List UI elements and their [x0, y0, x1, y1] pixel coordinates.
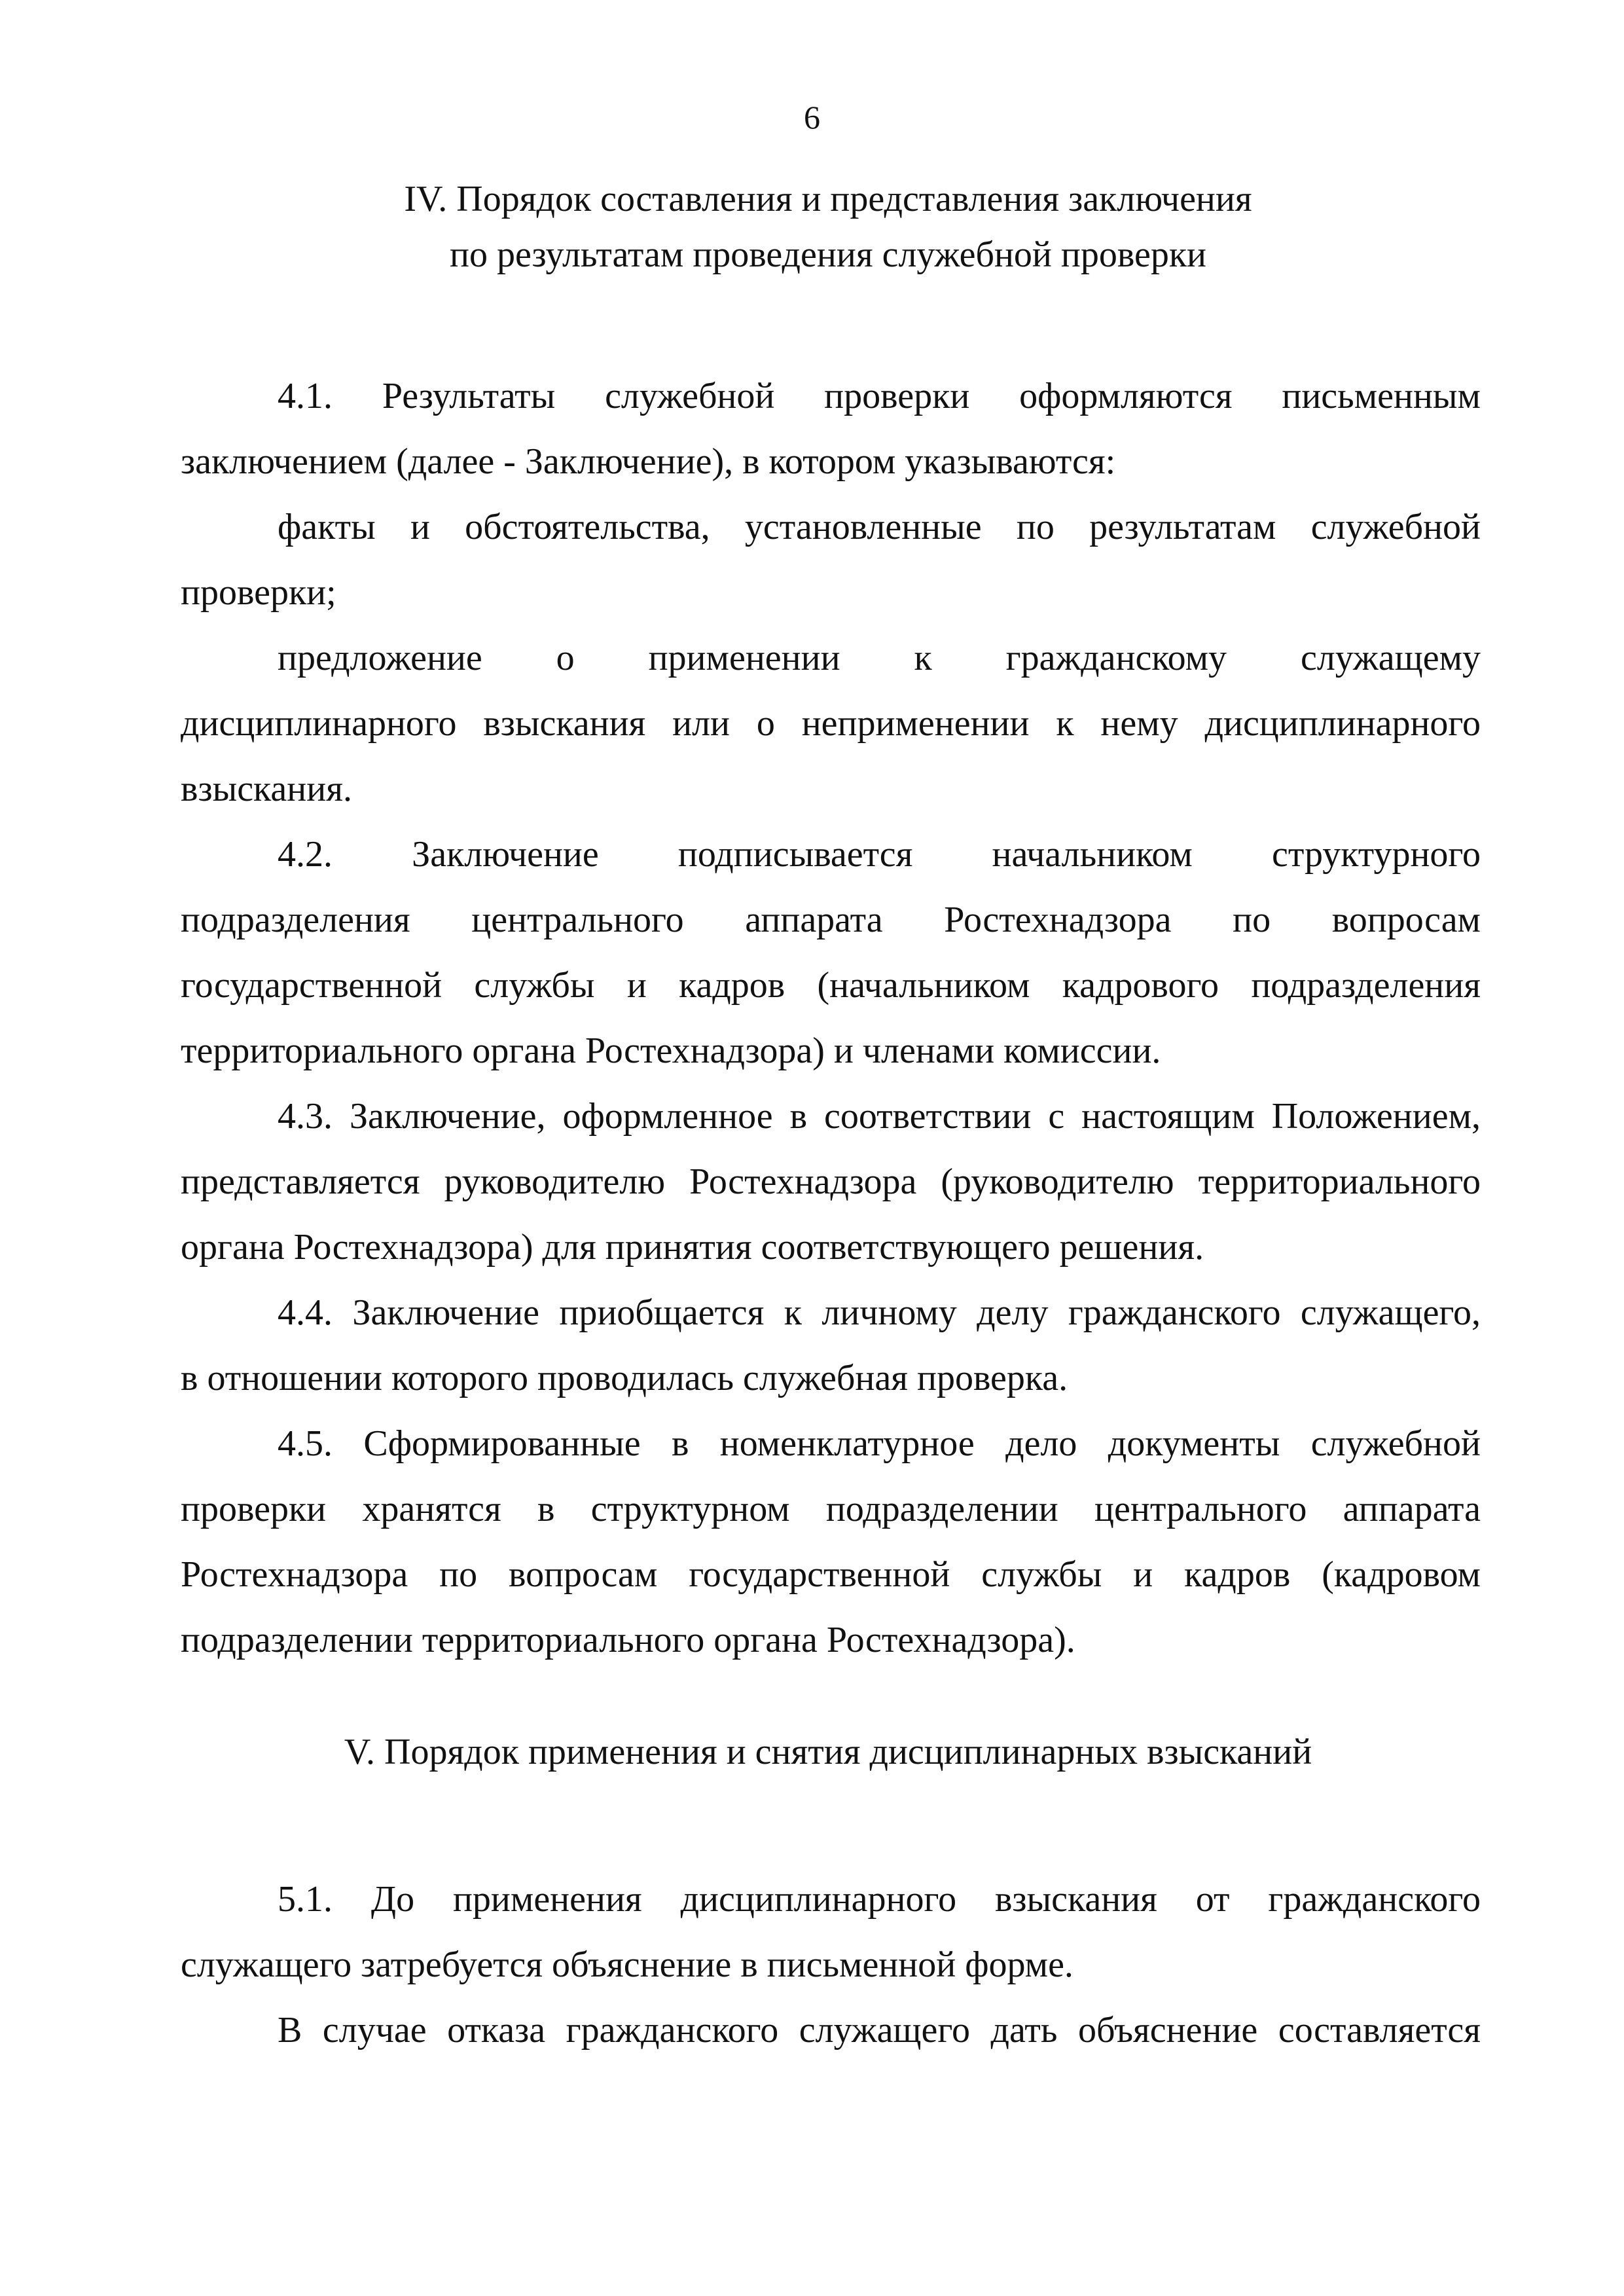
- section-5-heading: [183, 1724, 1473, 1780]
- text-line: факты и обстоятельства, установленные по результатам служебной: [278, 507, 1481, 547]
- text-line: проверки хранятся в структурном подразделении центрального аппарата: [181, 1489, 1481, 1529]
- text-line: 5.1. До применения дисциплинарного взыскания от гражданского: [278, 1879, 1481, 1920]
- section-4-heading-line-1: IV. Порядок составления и представления заключения: [404, 179, 1252, 219]
- text-line: 4.3. Заключение, оформленное в соответствии с настоящим Положением,: [278, 1096, 1481, 1137]
- text-line: дисциплинарного взыскания или о неприменении к нему дисциплинарного: [181, 703, 1481, 744]
- text-line: взыскания.: [181, 769, 352, 809]
- page-number: 6: [804, 99, 820, 136]
- text-line: в отношении которого проводилась служебная проверка.: [181, 1358, 1068, 1398]
- text-line: 4.4. Заключение приобщается к личному делу гражданского служащего,: [278, 1292, 1481, 1333]
- text-line: органа Ростехнадзора) для принятия соответствующего решения.: [181, 1227, 1204, 1267]
- text-line: Ростехнадзора по вопросам государственной службы и кадров (кадровом: [181, 1554, 1481, 1595]
- text-line: 4.1. Результаты служебной проверки оформляются письменным: [278, 376, 1481, 416]
- text-line: подразделении территориального органа Ростехнадзора).: [181, 1620, 1075, 1660]
- text-line: В случае отказа гражданского служащего дать объяснение составляется: [278, 2010, 1481, 2050]
- text-line: 4.5. Сформированные в номенклатурное дело документы служебной: [278, 1423, 1481, 1464]
- section-4-body: [181, 363, 1481, 1673]
- section-4-heading: [183, 172, 1473, 283]
- text-line: предложение о применении к гражданскому служащему: [278, 638, 1481, 678]
- text-line: подразделения центрального аппарата Ростехнадзора по вопросам: [181, 900, 1481, 940]
- section-5-heading-line: V. Порядок применения и снятия дисциплинарных взысканий: [344, 1732, 1312, 1772]
- text-line: проверки;: [181, 572, 336, 613]
- section-4-heading-line-2: по результатам проведения служебной проверки: [449, 234, 1206, 275]
- text-line: территориального органа Ростехнадзора) и членами комиссии.: [181, 1030, 1161, 1071]
- text-line: служащего затребуется объяснение в письменной форме.: [181, 1944, 1074, 1985]
- text-line: заключением (далее - Заключение), в котором указываются:: [181, 441, 1116, 482]
- text-line: государственной службы и кадров (начальником кадрового подразделения: [181, 965, 1481, 1006]
- text-line: представляется руководителю Ростехнадзора (руководителю территориального: [181, 1161, 1481, 1202]
- section-5-body: [181, 1867, 1481, 2063]
- text-line: 4.2. Заключение подписывается начальником структурного: [278, 834, 1481, 875]
